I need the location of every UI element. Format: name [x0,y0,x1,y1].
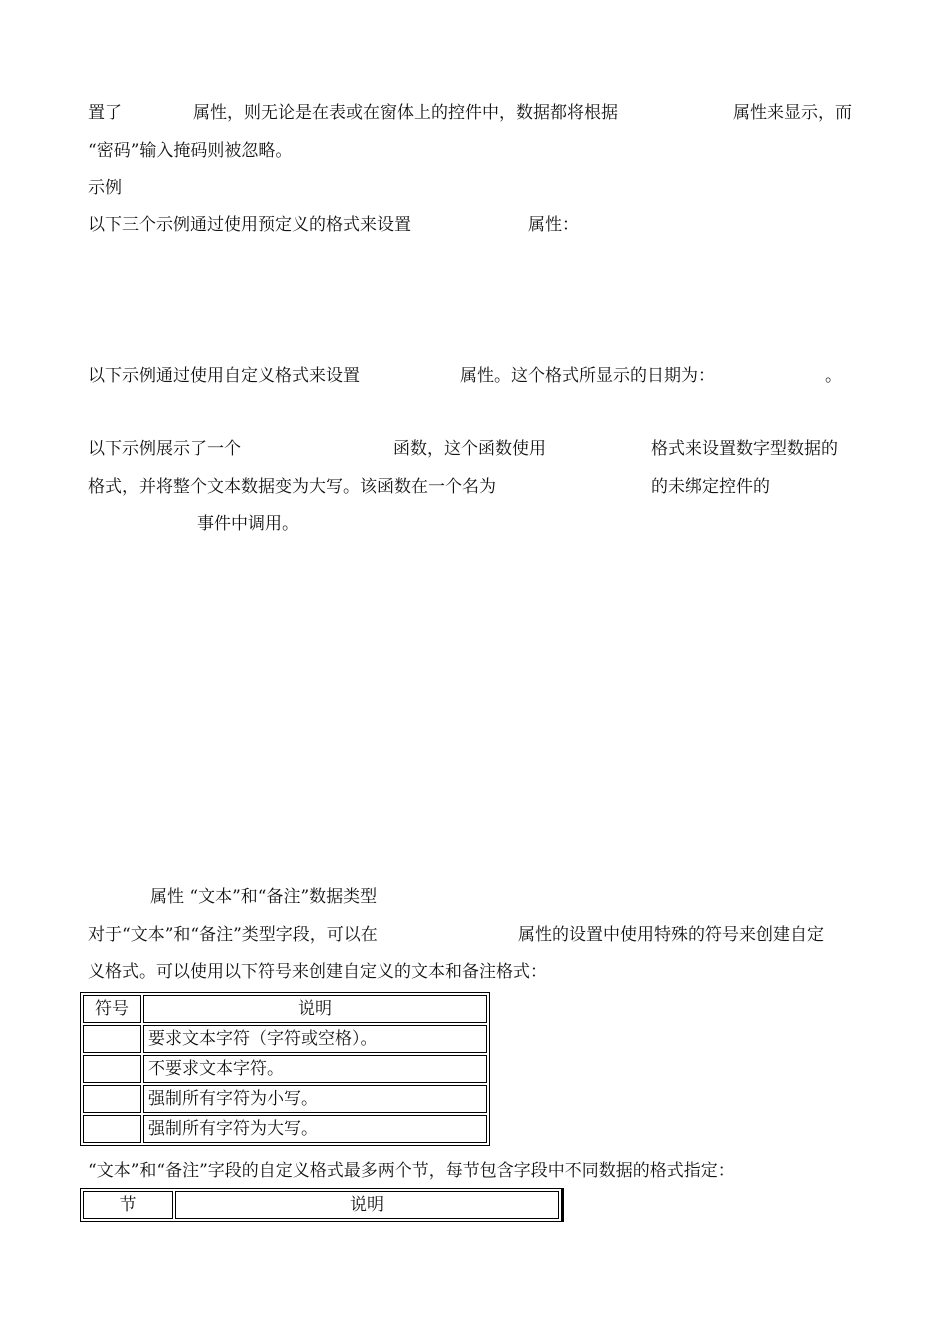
text-segment: 对于“文本”和“备注”类型字段，可以在 [88,925,378,945]
text-segment: 格式来设置数字型数据的 [651,439,838,459]
text-segment: 以下三个示例通过使用预定义的格式来设置 [88,215,411,235]
table-cell: 强制所有字符为小写。 [143,1085,487,1113]
section-heading: 属性 “文本”和“备注”数据类型 [150,887,378,907]
paragraph-line: “文本”和“备注”字段的自定义格式最多两个节，每节包含字段中不同数据的格式指定： [88,1161,735,1181]
table-header-cell: 符号 [83,995,141,1023]
table-header-cell: 说明 [175,1191,559,1219]
table-header-row [83,1191,559,1219]
table-header-cell: 节 [83,1191,173,1219]
text-segment: 以下示例通过使用自定义格式来设置 [88,366,360,386]
text-segment: 格式，并将整个文本数据变为大写。该函数在一个名为 [88,477,496,497]
text-segment: 属性，则无论是在表或在窗体上的控件中，数据都将根据 [193,103,618,123]
paragraph-line [88,365,848,387]
format-symbols-table [80,992,490,1146]
paragraph-line: 事件中调用。 [197,514,299,534]
text-segment: 属性： [528,215,579,235]
format-sections-table [80,1188,564,1222]
example-heading: 示例 [88,178,122,198]
table-cell: 要求文本字符（字符或空格）。 [143,1025,487,1053]
paragraph-line [88,476,868,498]
table-cell [83,1085,141,1113]
paragraph-line [88,214,688,236]
text-segment: 以下示例展示了一个 [88,439,241,459]
table-header-row [83,995,487,1023]
table-cell [83,1055,141,1083]
text-segment: 。 [825,366,842,386]
paragraph-line [88,924,868,946]
table-row [83,1025,487,1053]
table-row [83,1055,487,1083]
table-cell: 强制所有字符为大写。 [143,1115,487,1143]
table-cell: 不要求文本字符。 [143,1055,487,1083]
text-segment: 的未绑定控件的 [651,477,770,497]
table-header-cell: 说明 [143,995,487,1023]
table-cell [83,1025,141,1053]
text-segment: 函数，这个函数使用 [393,439,546,459]
paragraph-line: “密码”输入掩码则被忽略。 [88,141,293,161]
text-segment: 属性来显示，而 [733,103,852,123]
text-segment: 属性。这个格式所显示的日期为： [460,366,715,386]
table-cell [83,1115,141,1143]
paragraph-line [88,438,868,460]
text-segment: 属性的设置中使用特殊的符号来创建自定 [518,925,824,945]
paragraph-line: 义格式。可以使用以下符号来创建自定义的文本和备注格式： [88,962,547,982]
table-row [83,1085,487,1113]
text-segment: 置了 [88,103,122,123]
paragraph-line [88,102,868,124]
table-row [83,1115,487,1143]
